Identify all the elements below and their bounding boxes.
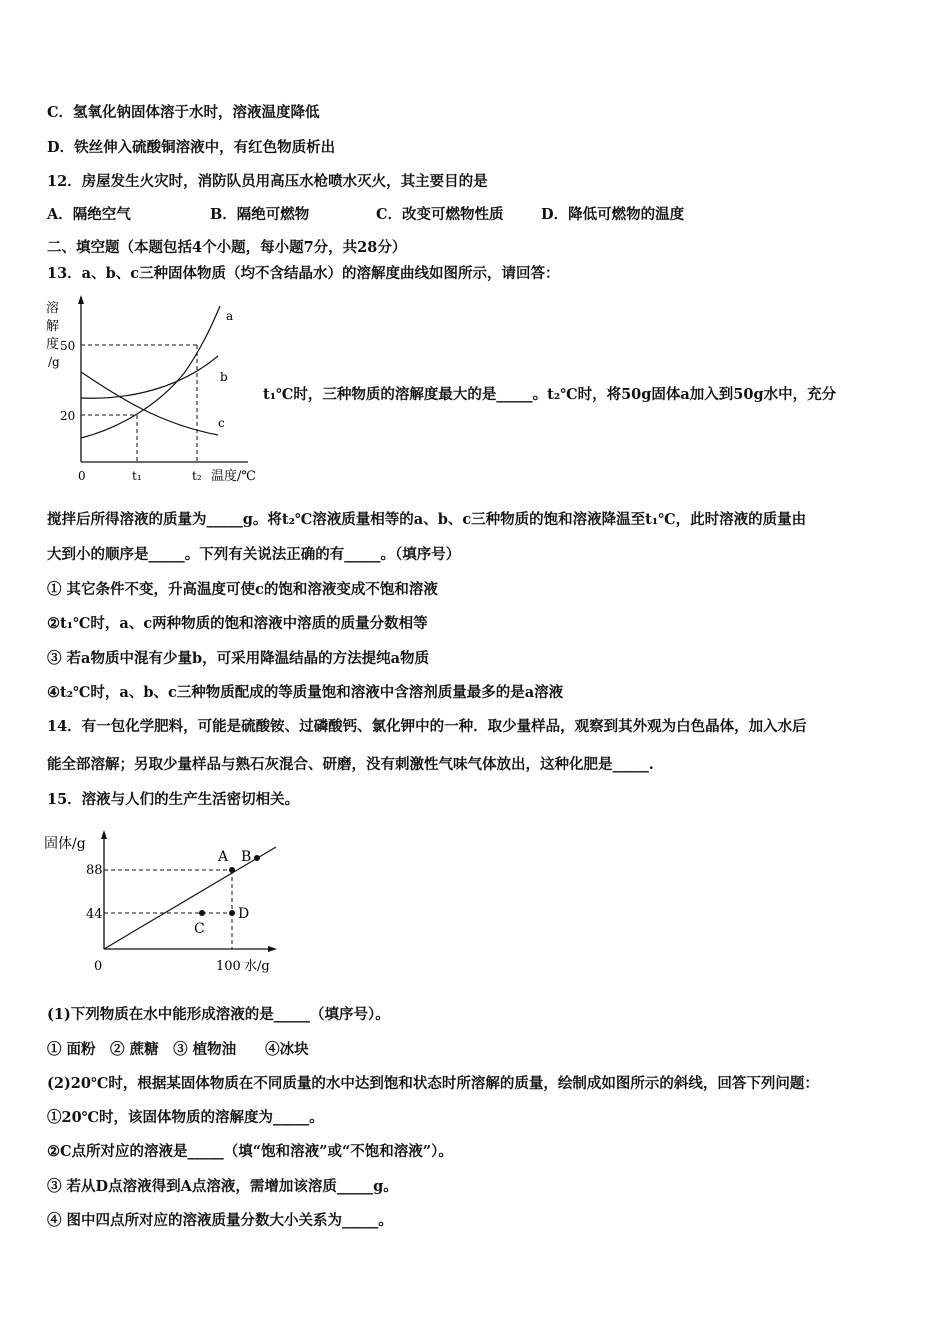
q15-sub-2: ②C点所对应的溶液是_____（填“饱和溶液”或“不饱和溶液”）。 bbox=[47, 1143, 453, 1160]
x-tick-100: 100 bbox=[216, 959, 241, 974]
q13-line-3: 大到小的顺序是_____。下列有关说法正确的有_____。（填序号） bbox=[47, 546, 461, 563]
q12-option-a: A．隔绝空气 bbox=[47, 206, 131, 223]
x-axis-label: 温度/℃ bbox=[211, 469, 256, 484]
y-tick-88: 88 bbox=[86, 863, 103, 878]
solid-water-chart bbox=[44, 826, 294, 981]
option-c-line: C．氢氧化钠固体溶于水时，溶液温度降低 bbox=[47, 104, 320, 121]
label-a: a bbox=[226, 309, 234, 323]
q13-inline-text: t₁℃时，三种物质的溶解度最大的是_____。t₂℃时，将50g固体a加入到50g水中，充分 bbox=[263, 386, 837, 403]
label-b: b bbox=[220, 370, 228, 384]
y-tick-20: 20 bbox=[60, 409, 76, 423]
y-tick-44: 44 bbox=[86, 907, 103, 922]
option-d-line: D．铁丝伸入硫酸铜溶液中，有红色物质析出 bbox=[47, 139, 336, 156]
label-c: C bbox=[194, 921, 205, 937]
q13-statement-1: ① 其它条件不变，升高温度可使c的饱和溶液变成不饱和溶液 bbox=[47, 581, 438, 598]
question-12: 12．房屋发生火灾时，消防队员用高压水枪喷水灭火，其主要目的是 bbox=[47, 173, 488, 190]
label-c: c bbox=[218, 416, 225, 430]
y-label-4: /g bbox=[48, 355, 60, 369]
y-label-1: 溶 bbox=[46, 301, 60, 316]
q15-part-2: (2)20℃时，根据某固体物质在不同质量的水中达到饱和状态时所溶解的质量，绘制成如图所示的斜线，回答下列问题： bbox=[47, 1075, 819, 1092]
q12-option-d: D．降低可燃物的温度 bbox=[541, 206, 685, 223]
y-label-2: 解 bbox=[46, 319, 60, 334]
q12-option-b: B．隔绝可燃物 bbox=[210, 206, 310, 223]
q15-part-1: (1)下列物质在水中能形成溶液的是_____（填序号）。 bbox=[47, 1006, 390, 1023]
question-15: 15．溶液与人们的生产生活密切相关。 bbox=[47, 791, 300, 808]
x-tick-t2: t₂ bbox=[192, 469, 202, 483]
point-d bbox=[229, 910, 235, 916]
q14-line-2: 能全部溶解；另取少量样品与熟石灰混合、研磨，没有刺激性气味气体放出，这种化肥是_____. bbox=[47, 756, 654, 773]
q13-statement-2: ②t₁℃时，a、c两种物质的饱和溶液中溶质的质量分数相等 bbox=[47, 615, 428, 632]
q15-sub-1: ①20℃时，该固体物质的溶解度为_____。 bbox=[47, 1109, 324, 1126]
q13-statement-3: ③ 若a物质中混有少量b，可采用降温结晶的方法提纯a物质 bbox=[47, 650, 429, 667]
solubility-chart bbox=[40, 292, 270, 492]
q15-sub-4: ④ 图中四点所对应的溶液质量分数大小关系为_____。 bbox=[47, 1212, 393, 1229]
q15-sub-3: ③ 若从D点溶液得到A点溶液，需增加该溶质_____g。 bbox=[47, 1178, 398, 1195]
point-c bbox=[199, 910, 205, 916]
y-tick-50: 50 bbox=[60, 339, 76, 353]
q12-option-c: C．改变可燃物性质 bbox=[376, 206, 504, 223]
point-a bbox=[229, 867, 235, 873]
q13-line-2: 搅拌后所得溶液的质量为_____g。将t₂℃溶液质量相等的a、b、c三种物质的饱和溶液降温至t₁℃，此时溶液的质量由 bbox=[47, 511, 807, 528]
q14-line-1: 14．有一包化学肥料，可能是硫酸铵、过磷酸钙、氯化钾中的一种．取少量样品，观察到其外观为白色晶体，加入水后 bbox=[47, 718, 807, 735]
x-tick-0: 0 bbox=[78, 469, 86, 483]
x-tick-0: 0 bbox=[94, 959, 103, 974]
x-tick-t1: t₁ bbox=[132, 469, 142, 483]
x-axis-label: 水/g bbox=[244, 959, 270, 974]
y-axis-label: 固体/g bbox=[44, 836, 86, 852]
q15-part-1-options: ① 面粉 ② 蔗糖 ③ 植物油 ④冰块 bbox=[47, 1041, 309, 1058]
curve-a bbox=[81, 306, 220, 438]
y-axis-arrow bbox=[78, 295, 84, 304]
label-d: D bbox=[238, 906, 250, 922]
x-axis-arrow bbox=[268, 946, 277, 952]
section-2-heading: 二、填空题（本题包括4个小题，每小题7分，共28分） bbox=[47, 239, 407, 256]
y-label-3: 度 bbox=[46, 337, 60, 352]
question-13: 13．a、b、c三种固体物质（均不含结晶水）的溶解度曲线如图所示，请回答： bbox=[47, 265, 560, 282]
y-axis-arrow bbox=[101, 830, 107, 839]
label-a: A bbox=[218, 849, 229, 865]
label-b: B bbox=[241, 849, 252, 865]
point-b bbox=[254, 855, 260, 861]
q13-statement-4: ④t₂℃时，a、b、c三种物质配成的等质量饱和溶液中含溶剂质量最多的是a溶液 bbox=[47, 684, 564, 701]
